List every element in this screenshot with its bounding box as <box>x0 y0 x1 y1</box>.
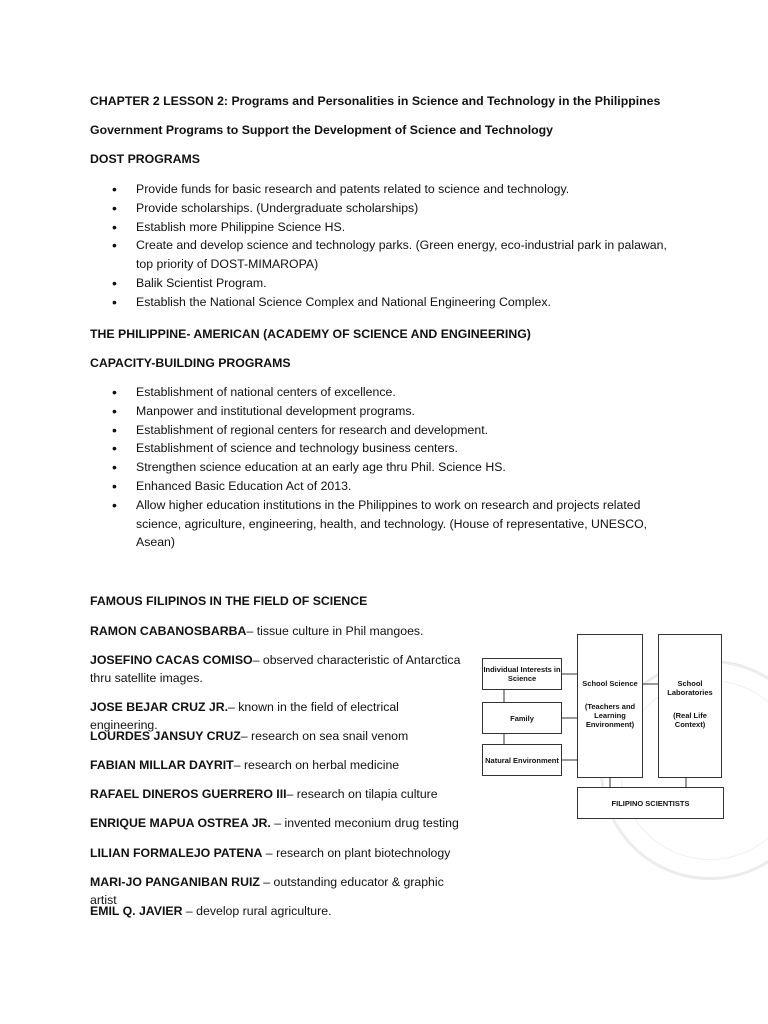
list-item: • Allow higher education institutions in the Philippines to work on research and projects related <box>90 496 690 515</box>
filipino-scientists-diagram <box>476 632 734 826</box>
list-item: • Strengthen science education at an early age thru Phil. Science HS. <box>90 458 690 477</box>
person-description: – invented meconium drug testing <box>270 816 459 830</box>
list-item-continuation <box>90 255 690 274</box>
person-description: – research on tilapia culture <box>286 787 438 801</box>
person-name: RAFAEL DINEROS GUERRERO III <box>90 787 287 801</box>
person-name: JOSEFINO CACAS COMISO <box>90 653 253 667</box>
school-science-label: School Science <box>582 679 638 688</box>
school-laboratories-label: School Laboratories <box>667 679 713 697</box>
person-description: – research on plant biotechnology <box>262 846 451 860</box>
list-item-continuation-text: top priority of DOST-MIMAROPA) <box>136 257 319 272</box>
person-name: MARI-JO PANGANIBAN RUIZ <box>90 875 260 889</box>
list-item: • Enhanced Basic Education Act of 2013. <box>90 477 690 496</box>
school-science-box <box>577 634 643 778</box>
school-laboratories-sublabel: (Real Life Context) <box>673 711 707 729</box>
family-label: Family <box>510 713 534 723</box>
person-description: – research on sea snail venom <box>240 729 409 743</box>
government-programs-heading: Government Programs to Support the Development of Science and Technology <box>90 123 554 137</box>
list-item-continuation-text: science, agriculture, engineering, health, and technology. (House of representative, UNESCO, <box>136 516 648 531</box>
list-item: • Establishment of national centers of excellence. <box>90 383 690 402</box>
individual-interests-label: Individual Interests in Science <box>483 665 561 683</box>
natural-environment-box <box>482 744 562 776</box>
person-name: LOURDES JANSUY CRUZ <box>90 729 241 743</box>
person-name: RAMON CABANOSBARBA <box>90 624 247 638</box>
list-item-continuation-text: Asean) <box>136 535 175 550</box>
filipino-scientists-label: FILIPINO SCIENTISTS <box>611 798 690 808</box>
dost-programs-list <box>90 180 690 312</box>
person-entry <box>90 902 470 920</box>
natural-environment-label: Natural Environment <box>485 755 559 765</box>
list-item: • Create and develop science and technology parks. (Green energy, eco-industrial park in palawan, <box>90 236 690 255</box>
academy-heading: THE PHILIPPINE- AMERICAN (ACADEMY OF SCIENCE AND ENGINEERING) <box>90 327 531 341</box>
person-entry <box>90 844 470 862</box>
dost-programs-heading: DOST PROGRAMS <box>90 152 200 166</box>
person-name: LILIAN FORMALEJO PATENA <box>90 846 263 860</box>
list-item: • Establishment of regional centers for research and development. <box>90 421 690 440</box>
person-entry <box>90 622 470 640</box>
family-box <box>482 702 562 734</box>
capacity-building-heading: CAPACITY-BUILDING PROGRAMS <box>90 356 291 370</box>
famous-filipinos-heading: FAMOUS FILIPINOS IN THE FIELD OF SCIENCE <box>90 594 368 608</box>
person-description-cont: thru satellite images. <box>90 671 203 685</box>
person-entry <box>90 756 470 774</box>
list-item: • Provide scholarships. (Undergraduate scholarships) <box>90 199 690 218</box>
individual-interests-box <box>482 658 562 690</box>
person-description: – observed characteristic of Antarctica <box>252 653 461 667</box>
school-science-sublabel: (Teachers and Learning Environment) <box>584 702 636 729</box>
person-description: – develop rural agriculture. <box>182 904 332 918</box>
person-entry <box>90 785 470 803</box>
list-item: • Establish the National Science Complex and National Engineering Complex. <box>90 293 690 312</box>
filipino-scientists-box <box>577 787 724 819</box>
list-item: • Manpower and institutional development programs. <box>90 402 690 421</box>
chapter-title: CHAPTER 2 LESSON 2: Programs and Personalities in Science and Technology in the Philippines <box>90 94 661 108</box>
person-description: – outstanding educator & graphic artist <box>90 875 444 907</box>
school-laboratories-box <box>658 634 722 778</box>
person-description: – research on herbal medicine <box>233 758 400 772</box>
person-entry <box>90 814 470 832</box>
list-item: • Provide funds for basic research and patents related to science and technology. <box>90 180 690 199</box>
list-item-continuation <box>90 533 690 552</box>
person-entry <box>90 727 470 745</box>
person-name: FABIAN MILLAR DAYRIT <box>90 758 234 772</box>
person-entry <box>90 651 470 687</box>
person-description: – known in the field of electrical engineering. <box>90 700 399 732</box>
person-name: JOSE BEJAR CRUZ JR. <box>90 700 229 714</box>
person-description: – tissue culture in Phil mangoes. <box>246 624 424 638</box>
list-item: • Establish more Philippine Science HS. <box>90 218 690 237</box>
person-name: EMIL Q. JAVIER <box>90 904 183 918</box>
capacity-building-list <box>90 383 690 552</box>
list-item: • Balik Scientist Program. <box>90 274 690 293</box>
person-name: ENRIQUE MAPUA OSTREA JR. <box>90 816 271 830</box>
list-item-continuation <box>90 515 690 534</box>
list-item: • Establishment of science and technology business centers. <box>90 439 690 458</box>
